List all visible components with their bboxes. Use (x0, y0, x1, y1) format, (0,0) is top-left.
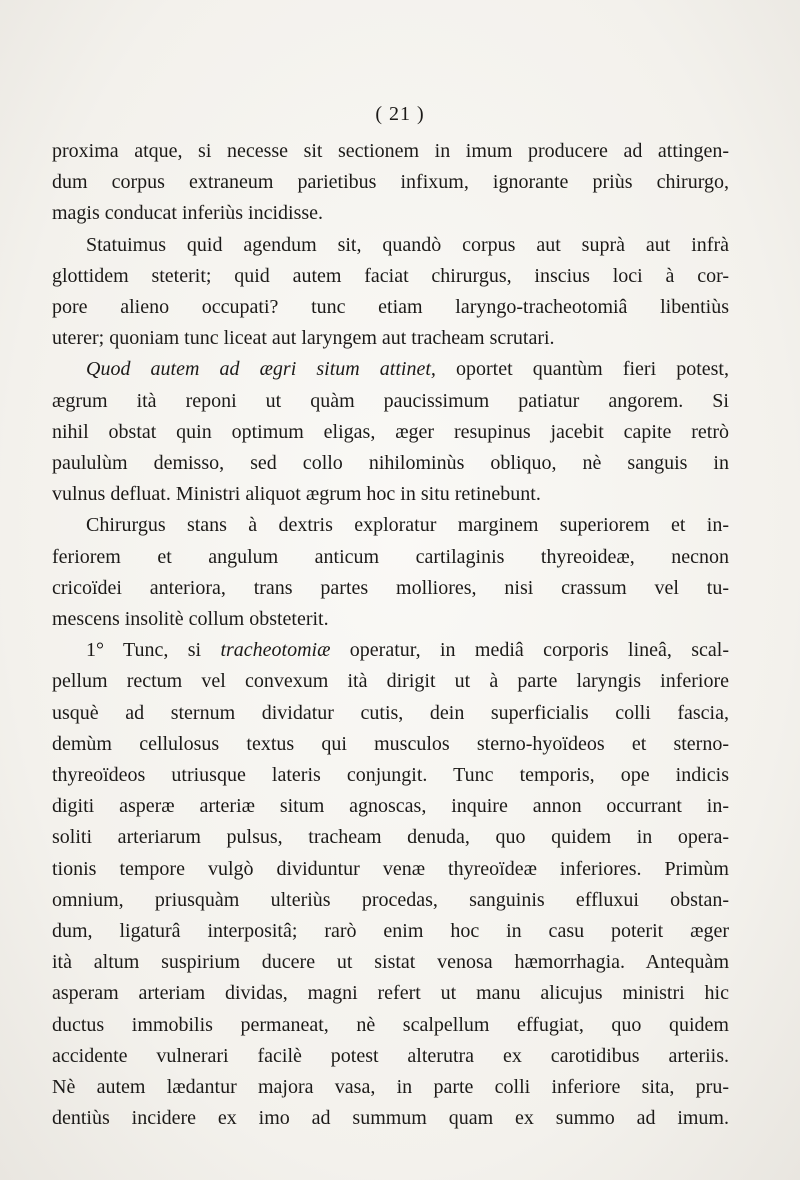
text-line: mescens insolitè collum obsteterit. (52, 608, 329, 631)
text-line: paululùm demisso, sed collo nihilominùs obliquo, nè sanguis in (52, 452, 729, 475)
text-line (52, 354, 729, 385)
text-line: ità altum suspirium ducere ut sistat venosa hæmorrhagia. Antequàm (52, 951, 729, 974)
italic-word: tracheotomiæ (220, 639, 331, 662)
text-line: vulnus defluat. Ministri aliquot ægrum hoc in situ retinebunt. (52, 483, 541, 506)
text-line: demùm cellulosus textus qui musculos sterno-hyoïdeos et sterno- (52, 732, 729, 755)
text-line: Statuimus quid agendum sit, quandò corpus aut suprà aut infrà (86, 233, 729, 256)
text-line: accidente vulnerari facilè potest alterutra ex carotidibus arteriis. (52, 1044, 729, 1067)
text-line: nihil obstat quin optimum eligas, æger resupinus jacebit capite retrò (52, 420, 729, 443)
italic-lead: Quod autem ad ægri situm attinet, (86, 358, 436, 381)
body-text (52, 136, 729, 1135)
text-line: cricoïdei anteriora, trans partes molliores, nisi crassum vel tu- (52, 576, 729, 599)
text-line: proxima atque, si necesse sit sectionem in imum producere ad attingen- (52, 140, 729, 162)
text-line (52, 635, 729, 666)
text-line: feriorem et angulum anticum cartilaginis thyreoideæ, necnon (52, 545, 729, 568)
line-end: operatur, in mediâ corporis lineâ, scal- (330, 639, 729, 662)
text-line: Nè autem lædantur majora vasa, in parte colli inferiore sita, pru- (52, 1076, 729, 1099)
text-line: soliti arteriarum pulsus, tracheam denuda, quo quidem in opera- (52, 826, 729, 849)
line-start: 1° Tunc, si (86, 639, 221, 662)
text-line: ductus immobilis permaneat, nè scalpellum effugiat, quo quidem (52, 1013, 729, 1036)
text-line: dentiùs incidere ex imo ad summum quam ex summo ad imum. (52, 1107, 729, 1130)
line-rest: oportet quantùm fieri potest, (435, 358, 729, 381)
text-line: pellum rectum vel convexum ità dirigit ut à parte laryngis inferiore (52, 670, 729, 693)
text-line: usquè ad sternum dividatur cutis, dein superficialis colli fascia, (52, 701, 729, 724)
text-line: dum corpus extraneum parietibus infixum, ignorante priùs chirurgo, (52, 171, 729, 194)
text-line: thyreoïdeos utriusque lateris conjungit. Tunc temporis, ope indicis (52, 764, 729, 787)
page-number: ( 21 ) (375, 103, 425, 125)
text-line: uterer; quoniam tunc liceat aut laryngem aut tracheam scrutari. (52, 327, 555, 350)
text-line: magis conducat inferiùs incidisse. (52, 202, 324, 225)
text-line: tionis tempore vulgò dividuntur venæ thyreoïdeæ inferiores. Primùm (52, 857, 729, 880)
text-line: asperam arteriam dividas, magni refert ut manu alicujus ministri hic (52, 982, 729, 1005)
text-line: Chirurgus stans à dextris exploratur marginem superiorem et in- (86, 514, 729, 537)
text-line: dum, ligaturâ interpositâ; rarò enim hoc in casu poterit æger (52, 920, 729, 943)
text-line: ægrum ità reponi ut quàm paucissimum patiatur angorem. Si (52, 389, 729, 412)
text-line: digiti asperæ arteriæ situm agnoscas, inquire annon occurrant in- (52, 795, 729, 818)
text-line: pore alieno occupati? tunc etiam laryngo-tracheotomiâ libentiùs (52, 296, 729, 319)
text-line: glottidem steterit; quid autem faciat chirurgus, inscius loci à cor- (52, 264, 729, 287)
text-line: omnium, priusquàm ulteriùs procedas, sanguinis effluxui obstan- (52, 888, 729, 911)
